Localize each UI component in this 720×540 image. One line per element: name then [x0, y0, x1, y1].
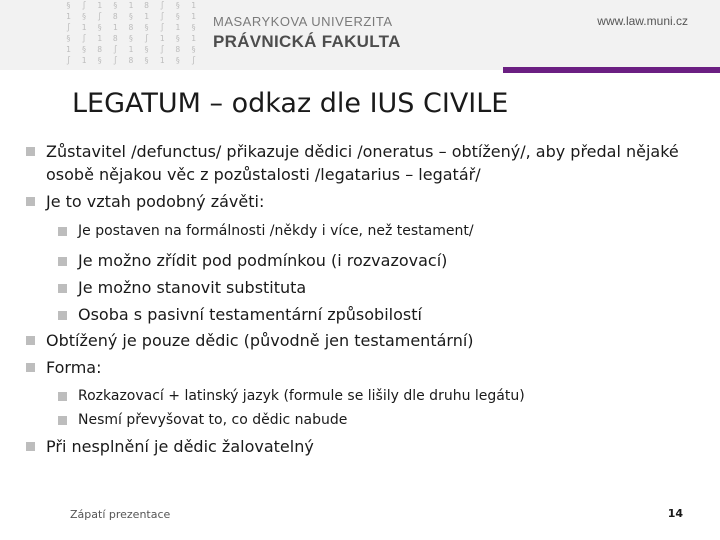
square-bullet-icon [58, 227, 67, 236]
bullet-text: Osoba s pasivní testamentární způsobilostí [78, 305, 422, 324]
footer-text: Zápatí prezentace [70, 508, 171, 521]
square-bullet-icon [58, 311, 67, 320]
bullet-item [24, 140, 704, 186]
bullet-text: Forma: [46, 358, 102, 377]
bullet-text: Je to vztah podobný závěti: [46, 192, 265, 211]
slide-header [0, 0, 720, 70]
bullet-text: Je možno zřídit pod podmínkou (i rozvazovací) [78, 251, 448, 270]
bullet-item [24, 356, 704, 379]
accent-bar [503, 67, 720, 73]
slide-title: LEGATUM – odkaz dle IUS CIVILE [72, 88, 509, 119]
sub-bullet-item [24, 385, 704, 407]
sub-bullet-item [24, 249, 704, 273]
site-url: www.law.muni.cz [597, 14, 688, 28]
square-bullet-icon [58, 392, 67, 401]
university-name: MASARYKOVA UNIVERZITA [213, 14, 393, 29]
sub-bullet-item [24, 276, 704, 300]
sub-bullet-item [24, 220, 704, 242]
sub-bullet-item [24, 303, 704, 327]
muni-pattern-logo-icon: § ∫ 1 § 1 8 ∫ § 1 1 § ∫ 8 § 1 ∫ § 1 ∫ 1 § 1 8 § ∫ 1 § § ∫ 1 8 § ∫ 1 § 1 1 § 8 ∫ 1 § ∫ 8 § ∫ 1 § ∫ 8 § 1 § ∫ [66, 1, 199, 65]
bullet-text: Při nesplnění je dědic žalovatelný [46, 437, 314, 456]
square-bullet-icon [26, 147, 35, 156]
square-bullet-icon [58, 284, 67, 293]
bullet-item [24, 190, 704, 213]
bullet-text: Je postaven na formálnosti /někdy i více, než testament/ [78, 223, 474, 239]
square-bullet-icon [26, 336, 35, 345]
page-number: 14 [667, 507, 683, 520]
bullet-text: Nesmí převyšovat to, co dědic nabude [78, 412, 348, 428]
bullet-item [24, 329, 704, 352]
bullet-text: Rozkazovací + latinský jazyk (formule se lišily dle druhu legátu) [78, 388, 525, 404]
bullet-item [24, 435, 704, 458]
square-bullet-icon [58, 416, 67, 425]
bullet-text: Je možno stanovit substituta [78, 278, 307, 297]
slide-content [24, 140, 704, 458]
sub-bullet-item [24, 409, 704, 431]
faculty-name: PRÁVNICKÁ FAKULTA [213, 32, 401, 51]
bullet-text: Obtížený je pouze dědic (původně jen testamentární) [46, 331, 474, 350]
square-bullet-icon [26, 197, 35, 206]
square-bullet-icon [58, 257, 67, 266]
bullet-text: Zůstavitel /defunctus/ přikazuje dědici /oneratus – obtížený/, aby předal nějaké osobě nějakou věc z pozůstalosti /legatarius – legatář/ [46, 142, 679, 184]
square-bullet-icon [26, 442, 35, 451]
square-bullet-icon [26, 363, 35, 372]
